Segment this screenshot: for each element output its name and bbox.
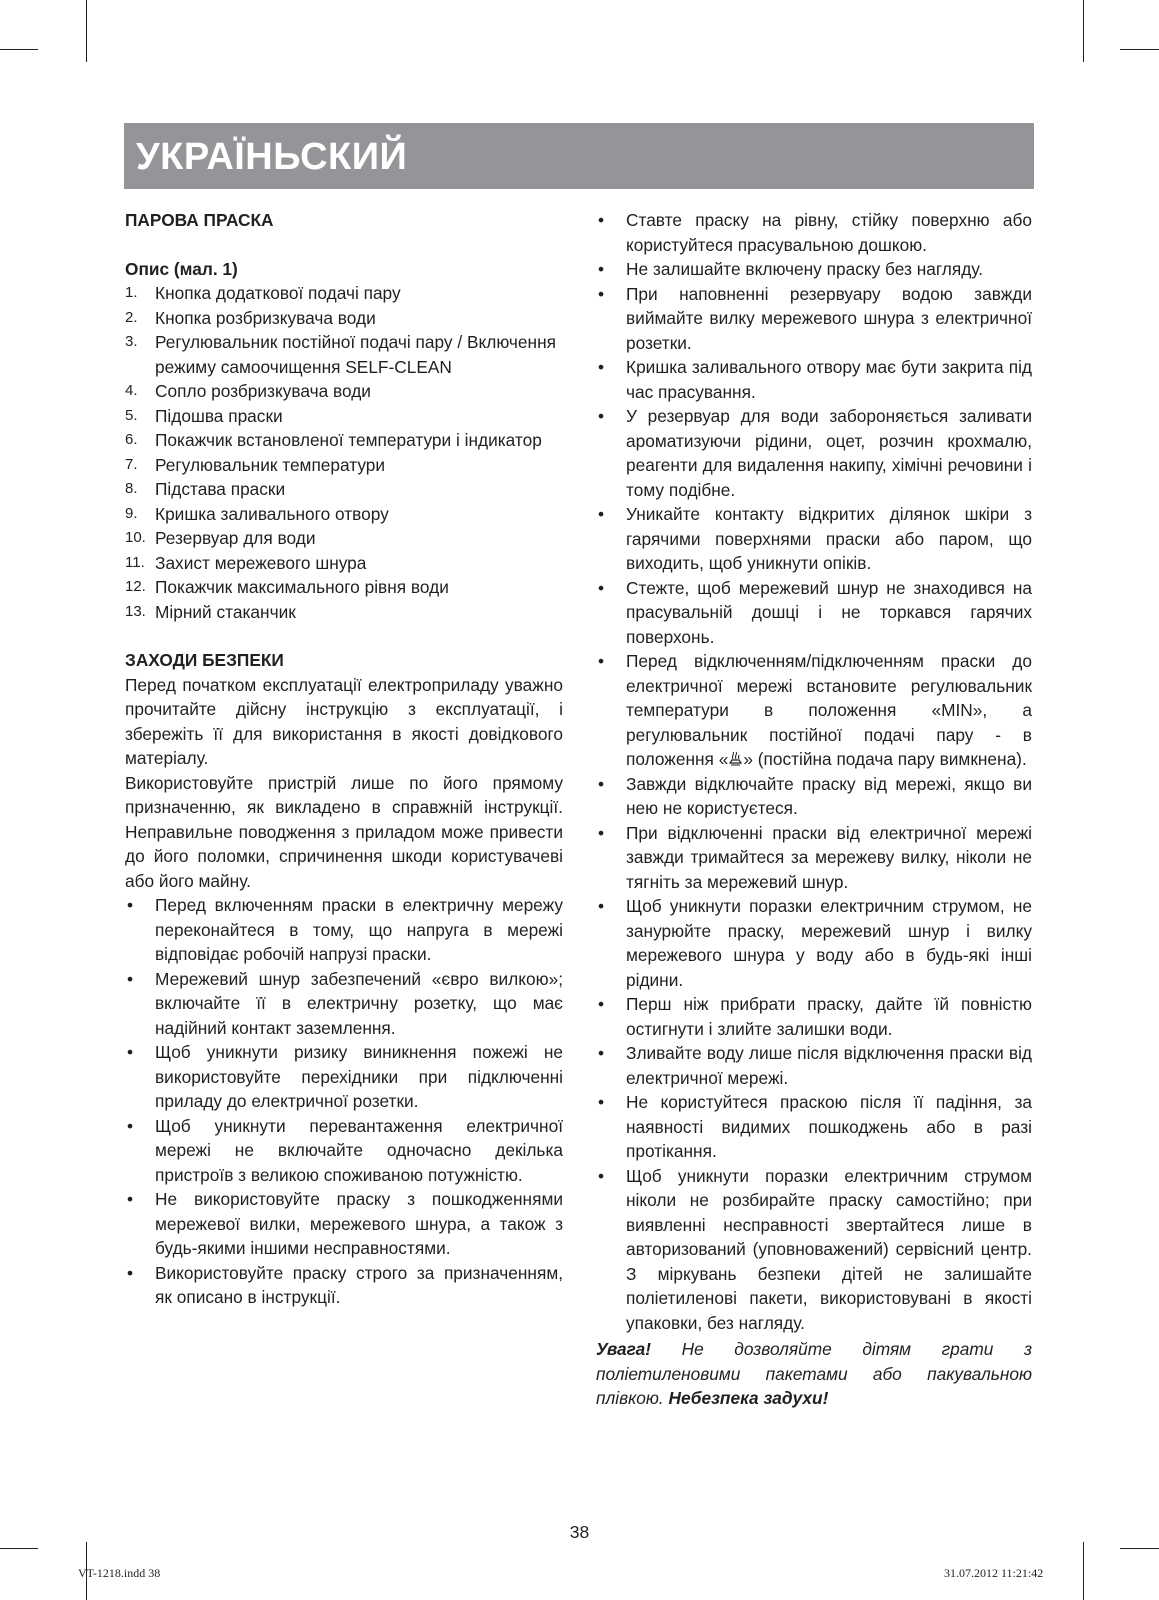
list-item-text: Щоб уникнути перевантаження електричної мережі не включайте одночасно декілька пристроїв з великою споживаною потужністю. [155, 1115, 563, 1185]
list-item-text: Сопло розбризкувача води [155, 381, 371, 401]
list-item: • Щоб уникнути поразки електричним струмом ніколи не розбирайте праску самостійно; при виявленні несправності звертайтеся лише в авторизований (уповноважений) сервісний центр. З міркувань безпеки дітей не залишайте поліетиленові пакети, використовувані в якості упаковки, без нагляду. [598, 1165, 1032, 1333]
list-item: • Кришка заливального отвору має бути закрита під час прасування. [598, 357, 1032, 402]
list-item-text: Регулювальник температури [155, 454, 386, 475]
list-item [125, 428, 563, 453]
crop-mark [86, 0, 87, 62]
list-item: • Завжди відключайте праску від мережі, якщо ви нею не користуєтеся. [598, 773, 1032, 818]
list-item-text: Перед включенням праски в електричну мережу переконайтеся в тому, що напруга в мережі відповідає робочій напрузі праски. [155, 895, 563, 964]
list-item-number: 2. [125, 308, 138, 326]
list-item-text: При наповненні резервуару водою завжди виймайте вилку мережевого шнура з електричної розетки. [626, 283, 1032, 353]
crop-mark [1083, 1542, 1084, 1600]
list-item: • Використовуйте праску строго за призначенням, як описано в інструкції. [127, 1262, 563, 1307]
list-item-number: 10. [125, 529, 146, 546]
list-item-number: 8. [125, 480, 138, 497]
list-item-number: 3. [125, 333, 138, 350]
list-item-text: Щоб уникнути поразки електричним струмом, не занурюйте праску, мережевий шнур і вилку мережевого шнура у воду або в будь-які інші рідини. [626, 896, 1032, 990]
list-item-text: Щоб уникнути поразки електричним струмом ніколи не розбирайте праску самостійно; при виявленні несправності звертайтеся лише в авторизований (уповноважений) сервісний центр. З міркувань безпеки дітей не залишайте поліетиленові пакети, використовувані в якості упаковки, без нагляду. [626, 1165, 1032, 1333]
list-item: • Мережевий шнур забезпечений «євро вилкою»; включайте її в електричну розетку, що має надійний контакт заземлення. [127, 968, 563, 1038]
crop-mark [1120, 1548, 1159, 1549]
footer-datetime: 31.07.2012 11:21:42 [944, 1566, 1044, 1580]
list-item: • Стежте, щоб мережевий шнур не знаходився на прасувальній дошці і не торкався гарячих поверхонь. [598, 577, 1032, 647]
list-item-text: Регулювальник постійної подачі пару / Включення режиму самоочищення SELF-CLEAN [155, 332, 556, 377]
safety-usage-paragraph: Використовуйте пристрій лише по його прямому призначенню, як викладено в справжній інструкції. Неправильне поводження з приладом може привести до його поломки, спричинення шкоди користувачеві або його майну. [125, 772, 563, 891]
list-item [125, 306, 563, 331]
list-item-text: Зливайте воду лише після відключення праски від електричної мережі. [626, 1043, 1032, 1088]
list-item-text: Підстава праски [155, 479, 286, 499]
list-item-text: Мережевий шнур забезпечений «євро вилкою»; включайте її в електричну розетку, що має надійний контакт заземлення. [155, 968, 563, 1038]
safety-title: ЗАХОДИ БЕЗПЕКИ [125, 650, 284, 670]
list-item-text: Мірний стаканчик [155, 601, 296, 622]
list-item: • Щоб уникнути ризику виникнення пожежі не використовуйте перехідники при підключенні приладу до електричної розетки. [127, 1042, 563, 1111]
list-item-text: Не залишайте включену праску без нагляду. [626, 259, 984, 279]
list-item: • Ставте праску на рівну, стійку поверхню або користуйтеся прасувальною дошкою. [598, 210, 1032, 255]
list-item: • Перед відключенням/підключенням праски до електричної мережі встановите регулювальник температури в положення «MIN», а регулювальник постійної подачі пару - в положення « » (постійна подача пару вимкнена). [598, 651, 1032, 769]
list-item-number: 11. [125, 553, 145, 571]
list-item: • У резервуар для води забороняється заливати ароматизуючи рідини, оцет, розчин крохмалю, реагенти для видалення накипу, хімічні речовини і тому подібне. [598, 406, 1032, 500]
list-item-text: При відключенні праски від електричної мережі завжди тримайтеся за мережеву вилку, ніколи не тягніть за мережевий шнур. [626, 822, 1032, 892]
language-title: УКРАЇНЬСКИЙ [136, 136, 408, 178]
list-item-text: Уникайте контакту відкритих ділянок шкіри з гарячими поверхнями праски або паром, що виходить, щоб уникнути опіків. [626, 504, 1032, 573]
list-item [125, 281, 563, 306]
product-title: ПАРОВА ПРАСКА [125, 210, 274, 230]
crop-mark [0, 1548, 38, 1549]
list-item-number: 13. [125, 602, 146, 620]
list-item: • Зливайте воду лише після відключення праски від електричної мережі. [598, 1043, 1032, 1088]
list-item-number: 6. [125, 431, 138, 448]
list-item-number: 5. [125, 406, 138, 424]
list-item [125, 551, 563, 576]
list-item-text: Використовуйте праску строго за призначенням, як описано в інструкції. [155, 1262, 563, 1307]
right-column [596, 208, 1032, 1411]
description-title: Опис (мал. 1) [125, 258, 238, 279]
parts-list [125, 281, 563, 624]
list-item-number: 9. [125, 504, 138, 522]
safety-bullets-right-more [596, 772, 1032, 1336]
list-item-number: 1. [125, 284, 138, 301]
list-item: • Не користуйтеся праскою після її падіння, за наявності видимих пошкоджень або в разі протікання. [598, 1092, 1032, 1161]
list-item-text: Не використовуйте праску з пошкодженнями мережевої вилки, мережевого шнура, а також з будь-якими іншими несправностями. [155, 1189, 563, 1258]
list-item [125, 600, 563, 625]
list-item: • Перш ніж прибрати праску, дайте їй повністю остигнути і злийте залишки води. [598, 994, 1032, 1039]
list-item-number: 4. [125, 382, 138, 399]
list-item: • Щоб уникнути перевантаження електричної мережі не включайте одночасно декілька пристроїв з великою споживаною потужністю. [127, 1115, 563, 1185]
list-item-text: Резервуар для води [155, 528, 316, 548]
list-item-text: Кнопка додаткової подачі пару [155, 283, 401, 303]
list-item-text: Ставте праску на рівну, стійку поверхню або користуйтеся прасувальною дошкою. [626, 210, 1032, 255]
list-item-text: Не користуйтеся праскою після її падіння, за наявності видимих пошкоджень або в разі протікання. [626, 1092, 1032, 1161]
crop-mark [1120, 49, 1159, 50]
safety-bullets-right [596, 208, 1032, 649]
list-item-text: Щоб уникнути ризику виникнення пожежі не використовуйте перехідники при підключенні приладу до електричної розетки. [155, 1042, 563, 1111]
list-item [125, 526, 563, 551]
list-item-text: Перш ніж прибрати праску, дайте їй повністю остигнути і злийте залишки води. [626, 994, 1032, 1039]
list-item: • При наповненні резервуару водою завжди виймайте вилку мережевого шнура з електричної розетки. [598, 283, 1032, 353]
warning-strong: Небезпека задухи! [668, 1388, 829, 1408]
left-column [125, 208, 563, 1310]
list-item: • Не використовуйте праску з пошкодженнями мережевої вилки, мережевого шнура, а також з будь-якими іншими несправностями. [127, 1189, 563, 1258]
crop-mark [1083, 0, 1084, 62]
list-item-text: Покажчик встановленої температури і індикатор [155, 430, 542, 450]
list-item [125, 575, 563, 600]
list-item [125, 477, 563, 502]
list-item [125, 330, 563, 379]
list-item-text: Кнопка розбризкувача води [155, 307, 376, 328]
list-item [125, 453, 563, 478]
list-item-text: Завжди відключайте праску від мережі, якщо ви нею не користуєтеся. [626, 773, 1032, 818]
warning-label: Увага! [596, 1339, 652, 1359]
safety-bullets-left [125, 893, 563, 1310]
list-item-text: Захист мережевого шнура [155, 552, 367, 573]
list-item-text: Кришка заливального отвору має бути закрита під час прасування. [626, 357, 1032, 402]
list-item-text: Підошва праски [155, 405, 283, 426]
list-item-text: У резервуар для води забороняється заливати ароматизуючи рідини, оцет, розчин крохмалю, реагенти для видалення накипу, хімічні речовини і тому подібне. [626, 406, 1032, 500]
list-item [125, 502, 563, 527]
list-item: • Щоб уникнути поразки електричним струмом, не занурюйте праску, мережевий шнур і вилку мережевого шнура у воду або в будь-які інші рідини. [598, 896, 1032, 990]
safety-bullet-min [596, 649, 1032, 772]
list-item: • Перед включенням праски в електричну мережу переконайтеся в тому, що напруга в мережі відповідає робочій напрузі праски. [127, 895, 563, 964]
safety-intro-paragraph: Перед початком експлуатації електроприладу уважно прочитайте дійсну інструкцію з експлуатації, і збережіть її для використання в якості довідкового матеріалу. [125, 674, 563, 768]
list-item: • Уникайте контакту відкритих ділянок шкіри з гарячими поверхнями праски або паром, що виходить, щоб уникнути опіків. [598, 504, 1032, 573]
list-item [125, 404, 563, 429]
list-item-text: Покажчик максимального рівня води [155, 577, 449, 597]
page-number: 38 [569, 1522, 590, 1542]
list-item [125, 379, 563, 404]
crop-mark [0, 49, 38, 50]
list-item: • При відключенні праски від електричної мережі завжди тримайтеся за мережеву вилку, ніколи не тягніть за мережевий шнур. [598, 822, 1032, 892]
list-item-number: 7. [125, 455, 138, 473]
list-item: • Не залишайте включену праску без нагляду. [598, 259, 984, 279]
language-header-bar [124, 123, 1034, 189]
steam-off-icon [728, 751, 743, 767]
footer-file: VT-1218.indd 38 [78, 1566, 161, 1580]
list-item-number: 12. [125, 578, 146, 595]
list-item-text: Кришка заливального отвору [155, 503, 389, 524]
child-warning: Увага! Не дозволяйте дітям грати з поліетиленовими пакетами або пакувальною плівкою. Небезпека задухи! [596, 1339, 1032, 1408]
list-item-text: Стежте, щоб мережевий шнур не знаходився на прасувальній дошці і не торкався гарячих поверхонь. [626, 577, 1032, 647]
